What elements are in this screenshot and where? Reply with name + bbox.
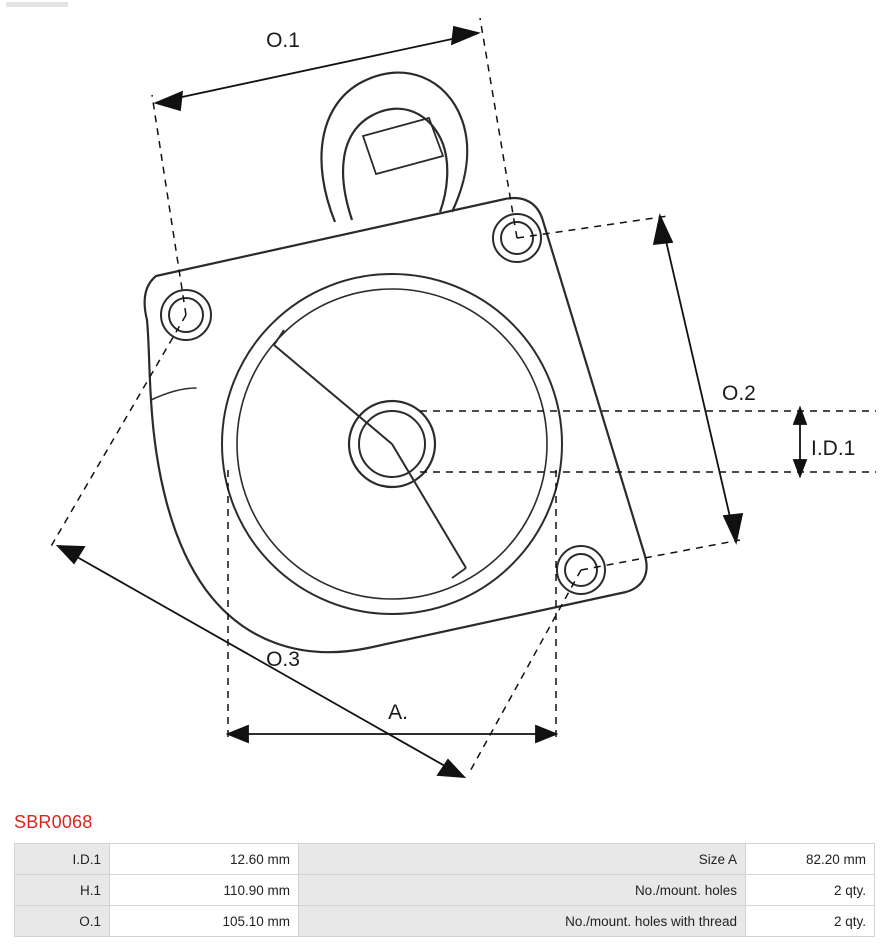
- dim-id1-line: [794, 408, 806, 476]
- dim-label-o3: O.3: [266, 648, 300, 671]
- spec-value-id1: 12.60 mm: [110, 844, 299, 875]
- dim-a-extensions: [228, 470, 556, 740]
- spec-key-size-a: Size A: [299, 844, 746, 875]
- dim-id1-extensions: [420, 411, 876, 472]
- dim-label-id1: I.D.1: [811, 437, 856, 460]
- dim-o1-extensions: [152, 18, 517, 315]
- spec-value-h1: 110.90 mm: [110, 875, 299, 906]
- spec-key-o1: O.1: [15, 906, 110, 937]
- specification-table: [14, 843, 875, 937]
- dim-a-line: [228, 726, 556, 742]
- table-row: [15, 906, 875, 937]
- table-row: [15, 844, 875, 875]
- part-outline: [145, 198, 647, 652]
- dim-label-o2: O.2: [722, 382, 756, 405]
- spec-value-size-a: 82.20 mm: [746, 844, 875, 875]
- spec-value-mount-holes: 2 qty.: [746, 875, 875, 906]
- spec-key-mount-holes: No./mount. holes: [299, 875, 746, 906]
- dim-label-o1: O.1: [266, 29, 300, 52]
- spec-value-o1: 105.10 mm: [110, 906, 299, 937]
- table-row: [15, 875, 875, 906]
- center-bore: [222, 274, 562, 614]
- spec-key-mount-holes-thread: No./mount. holes with thread: [299, 906, 746, 937]
- spec-value-mount-holes-thread: 2 qty.: [746, 906, 875, 937]
- dim-o2-extensions: [517, 216, 740, 570]
- dim-o3-line: [58, 546, 464, 777]
- handle-loop: [321, 73, 467, 222]
- dim-label-a: A.: [388, 701, 408, 724]
- dim-o2-line: [654, 216, 742, 542]
- spec-key-h1: H.1: [15, 875, 110, 906]
- part-number: SBR0068: [14, 812, 93, 832]
- dim-o1-line: [156, 27, 478, 110]
- dim-o3-extensions: [50, 315, 581, 775]
- spec-key-id1: I.D.1: [15, 844, 110, 875]
